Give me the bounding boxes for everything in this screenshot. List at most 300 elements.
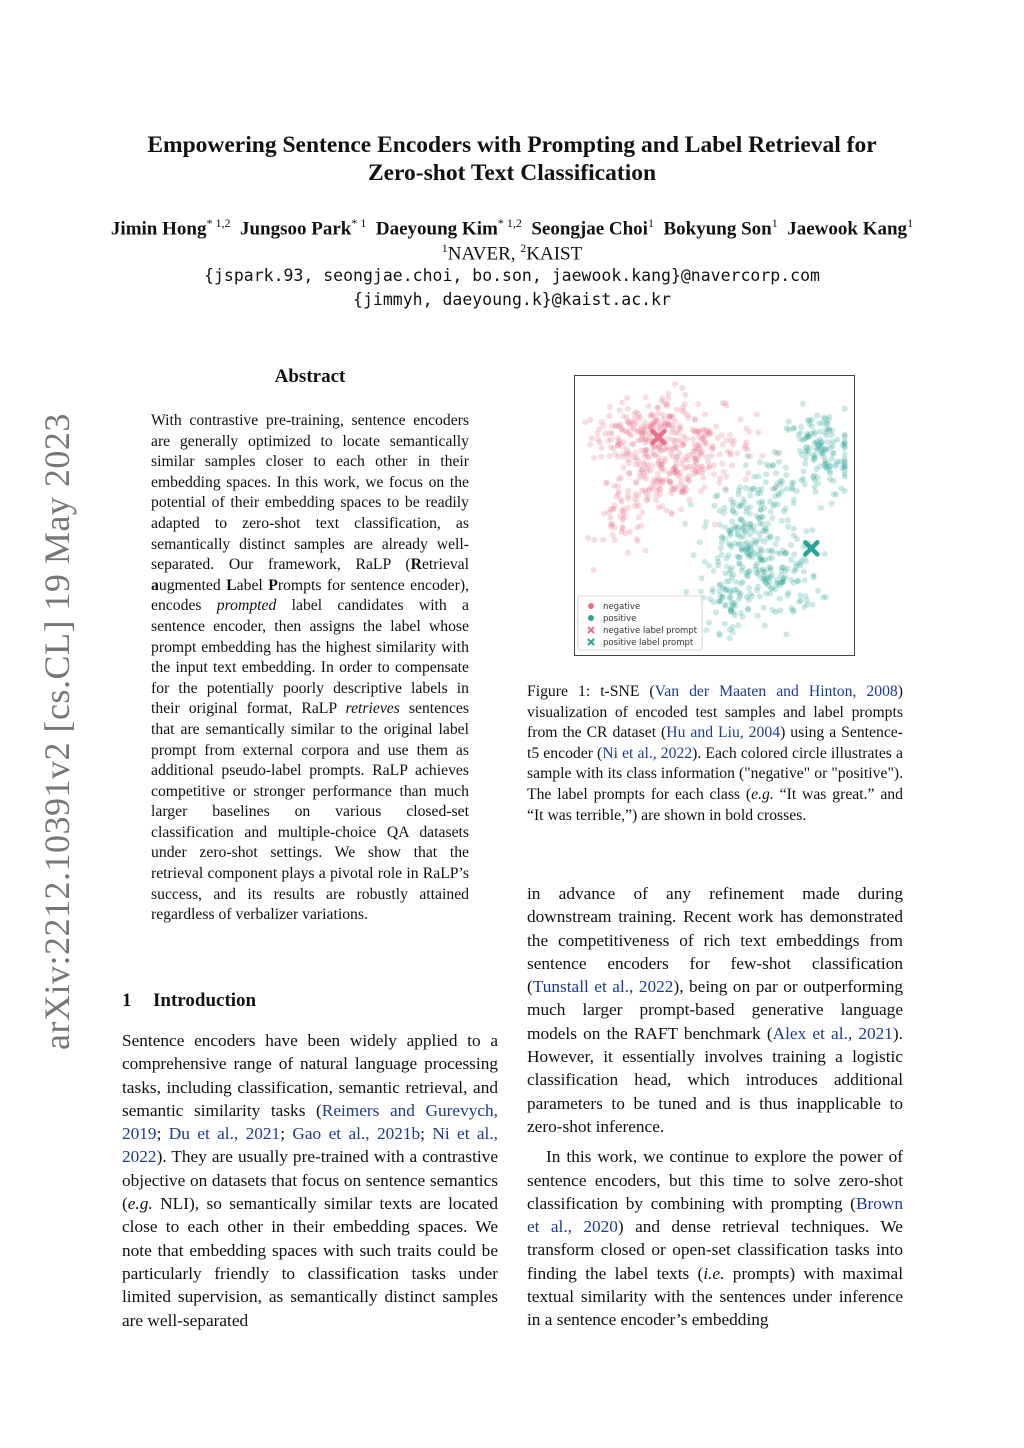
negative-sample-point	[685, 457, 691, 463]
positive-sample-point	[786, 419, 792, 425]
acronym-letter: P	[268, 576, 278, 594]
caption-text: ) using a Sentence-t5 encoder (	[527, 724, 903, 762]
positive-sample-point	[842, 458, 848, 464]
positive-sample-point	[758, 507, 764, 513]
negative-sample-point	[643, 394, 649, 400]
negative-sample-point	[629, 420, 635, 426]
positive-sample-point	[814, 445, 820, 451]
negative-sample-point	[625, 492, 631, 498]
positive-sample-point	[798, 424, 804, 430]
abstract-text: sentences that are semantically similar to the original label prompt from external corpora and use them as additional pseudo-label prompts. RaLP achieves competitive or stronger performance than much larger baselines on various closed-set classification and multiple-choice QA datasets under zero-shot settings. We show that the retrieval component plays a pivotal role in RaLP’s success, and its results are robustly attained regardless of verbalizer variations.	[151, 700, 469, 924]
positive-sample-point	[735, 531, 741, 537]
positive-sample-point	[763, 479, 769, 485]
positive-sample-point	[698, 588, 704, 594]
negative-sample-point	[600, 537, 606, 543]
positive-sample-point	[761, 569, 767, 575]
positive-sample-point	[746, 568, 752, 574]
tsne-scatter-svg	[575, 376, 853, 654]
positive-sample-point	[813, 466, 819, 472]
positive-sample-point	[762, 623, 768, 629]
negative-sample-point	[682, 490, 688, 496]
negative-sample-point	[674, 407, 680, 413]
intro-paragraph-2	[527, 882, 903, 1138]
negative-sample-point	[755, 429, 761, 435]
positive-sample-point	[790, 479, 796, 485]
negative-sample-point	[621, 513, 627, 519]
title-line-1: Empowering Sentence Encoders with Prompting and Label Retrieval for	[147, 132, 877, 158]
negative-sample-point	[639, 466, 645, 472]
negative-sample-point	[595, 431, 601, 437]
negative-sample-point	[620, 465, 626, 471]
chart-legend	[578, 596, 702, 650]
negative-sample-point	[679, 442, 685, 448]
positive-sample-point	[688, 502, 694, 508]
negative-sample-point	[636, 503, 642, 509]
intro-paragraph-3	[527, 1145, 903, 1331]
right-column-body	[527, 882, 903, 1332]
legend-marker-positive	[588, 615, 594, 621]
negative-sample-point	[638, 523, 644, 529]
positive-sample-point	[788, 542, 794, 548]
negative-sample-point	[711, 462, 717, 468]
negative-sample-point	[654, 405, 660, 411]
negative-sample-point	[699, 436, 705, 442]
citation-link[interactable]: Ni et al., 2022	[602, 744, 693, 762]
author-affil-sup: * 1,2	[497, 216, 522, 230]
positive-sample-point	[791, 551, 797, 557]
positive-sample-point	[697, 539, 703, 545]
body-text: ;	[156, 1124, 169, 1144]
negative-sample-point	[645, 403, 651, 409]
negative-sample-point	[709, 443, 715, 449]
negative-sample-point	[670, 437, 676, 443]
positive-sample-point	[723, 487, 729, 493]
positive-sample-point	[778, 579, 784, 585]
negative-sample-point	[655, 471, 661, 477]
positive-sample-point	[810, 602, 816, 608]
negative-sample-point	[662, 420, 668, 426]
positive-sample-point	[736, 622, 742, 628]
positive-sample-point	[794, 578, 800, 584]
legend-label-negative-prompt: negative label prompt	[603, 626, 698, 636]
positive-sample-point	[729, 604, 735, 610]
positive-sample-point	[682, 521, 688, 527]
negative-sample-point	[624, 395, 630, 401]
positive-sample-point	[762, 557, 768, 563]
positive-sample-point	[788, 577, 794, 583]
negative-sample-point	[598, 454, 604, 460]
citation-link[interactable]: Hu and Liu, 2004	[666, 724, 781, 742]
citation-link[interactable]: Tunstall et al., 2022	[532, 977, 674, 997]
negative-sample-point	[607, 404, 613, 410]
citation-link[interactable]: Reimers and Gurevych, 2019	[122, 1100, 498, 1144]
negative-sample-point	[620, 429, 626, 435]
body-text: In this work, we continue to explore the power of sentence encoders, but this time to solve zero-shot classification by combining with prompting (	[527, 1147, 903, 1213]
negative-sample-point	[659, 398, 665, 404]
negative-sample-point	[608, 515, 614, 521]
positive-sample-point	[769, 585, 775, 591]
positive-sample-point	[822, 551, 828, 557]
positive-sample-point	[759, 521, 765, 527]
positive-sample-point	[727, 635, 733, 641]
author-name: Jaewook Kang	[787, 218, 908, 240]
positive-sample-point	[827, 445, 833, 451]
negative-sample-point	[631, 441, 637, 447]
negative-sample-point	[620, 506, 626, 512]
positive-sample-point	[773, 470, 779, 476]
abstract-heading: Abstract	[274, 366, 346, 387]
positive-sample-point	[761, 575, 767, 581]
negative-sample-point	[729, 463, 735, 469]
negative-sample-point	[692, 417, 698, 423]
positive-sample-point	[769, 549, 775, 555]
citation-link[interactable]: Du et al., 2021	[168, 1124, 281, 1144]
positive-sample-point	[776, 450, 782, 456]
author-affil-sup: 1	[647, 216, 654, 230]
positive-sample-point	[777, 596, 783, 602]
negative-sample-point	[585, 535, 591, 541]
negative-sample-point	[657, 476, 663, 482]
positive-sample-point	[827, 414, 833, 420]
positive-sample-point	[782, 506, 788, 512]
negative-sample-point	[616, 476, 622, 482]
positive-sample-point	[722, 524, 728, 530]
abstract-text: etrieval	[421, 556, 469, 574]
positive-sample-point	[719, 552, 725, 558]
body-emphasis: e.g.	[127, 1194, 153, 1214]
positive-sample-point	[842, 488, 848, 494]
body-text: ;	[420, 1124, 433, 1144]
negative-sample-point	[746, 429, 752, 435]
negative-sample-point	[625, 550, 631, 556]
positive-sample-point	[842, 432, 848, 438]
arxiv-identifier: arXiv:2212.10391v2 [cs.CL] 19 May 2023	[37, 413, 77, 1050]
positive-sample-point	[755, 474, 761, 480]
citation-link[interactable]: Alex et al., 2021	[772, 1023, 893, 1043]
positive-sample-point	[829, 501, 835, 507]
positive-sample-point	[809, 423, 815, 429]
caption-text: ) visualization of encoded test samples and label prompts from the CR dataset (	[527, 683, 903, 742]
positive-sample-point	[768, 534, 774, 540]
positive-sample-point	[747, 493, 753, 499]
positive-sample-point	[722, 603, 728, 609]
positive-sample-point	[817, 429, 823, 435]
negative-sample-point	[622, 530, 628, 536]
positive-sample-point	[756, 500, 762, 506]
body-text: ). They are usually pre-trained with a contrastive objective on datasets that focus on sentence semantics (	[122, 1147, 498, 1214]
positive-sample-point	[717, 508, 723, 514]
figure-1-caption	[527, 682, 903, 826]
citation-link[interactable]: Gao et al., 2021b	[292, 1124, 421, 1144]
positive-sample-point	[776, 459, 782, 465]
body-text: ), being on par or outperforming much larger prompt-based generative language models on the RAFT benchmark (	[527, 977, 903, 1043]
citation-link[interactable]: Van der Maaten and Hinton, 2008	[654, 683, 898, 700]
abstract-text: label candidates with a sentence encoder, then assigns the label whose prompt embedding has the highest similarity with the input text embedding. In order to compensate for the potentially poorly descriptive labels in their original format, RaLP	[151, 597, 469, 718]
negative-sample-point	[676, 483, 682, 489]
negative-sample-point	[617, 441, 623, 447]
negative-sample-point	[582, 419, 588, 425]
positive-sample-point	[768, 564, 774, 570]
positive-sample-point	[745, 607, 751, 613]
positive-sample-point	[816, 420, 822, 426]
positive-sample-point	[722, 536, 728, 542]
positive-sample-point	[755, 572, 761, 578]
positive-sample-point	[774, 550, 780, 556]
negative-sample-point	[684, 475, 690, 481]
negative-sample-point	[686, 497, 692, 503]
affil-kaist: KAIST	[526, 243, 583, 265]
abstract-body	[151, 411, 469, 926]
positive-sample-point	[812, 484, 818, 490]
abstract-text: rompts for sentence encoder), encodes	[151, 576, 469, 615]
positive-sample-point	[763, 591, 769, 597]
positive-sample-point	[842, 465, 848, 471]
negative-sample-point	[695, 453, 701, 459]
negative-sample-point	[742, 443, 748, 449]
positive-sample-point	[723, 579, 729, 585]
email-line-1: {jspark.93, seongjae.choi, bo.son, jaewook.kang}@navercorp.com	[204, 266, 820, 285]
positive-sample-point	[715, 559, 721, 565]
negative-sample-point	[690, 436, 696, 442]
positive-sample-point	[747, 524, 753, 530]
positive-sample-point	[720, 585, 726, 591]
positive-sample-point	[842, 471, 848, 477]
author-affil-sup: 1	[771, 216, 778, 230]
negative-sample-point	[709, 453, 715, 459]
positive-sample-point	[826, 463, 832, 469]
positive-sample-point	[820, 594, 826, 600]
positive-sample-point	[783, 472, 789, 478]
negative-sample-point	[704, 454, 710, 460]
negative-sample-point	[642, 437, 648, 443]
positive-sample-point	[785, 517, 791, 523]
negative-sample-point	[589, 435, 595, 441]
body-text: ) and dense retrieval techniques. We transform closed or open-set classification tasks into finding the label texts (	[527, 1217, 903, 1283]
positive-sample-point	[823, 432, 829, 438]
negative-sample-point	[682, 392, 688, 398]
negative-sample-point	[719, 432, 725, 438]
positive-sample-point	[797, 560, 803, 566]
negative-sample-point	[738, 416, 744, 422]
negative-sample-point	[682, 465, 688, 471]
negative-sample-point	[681, 410, 687, 416]
positive-sample-point	[755, 613, 761, 619]
positive-sample-point	[831, 451, 837, 457]
negative-sample-point	[602, 431, 608, 437]
positive-sample-point	[732, 523, 738, 529]
negative-sample-point	[591, 455, 597, 461]
positive-sample-point	[733, 579, 739, 585]
abstract-emphasis: prompted	[216, 597, 277, 615]
negative-sample-point	[694, 442, 700, 448]
positive-sample-point	[811, 574, 817, 580]
positive-sample-point	[803, 528, 809, 534]
citation-link[interactable]: Brown et al., 2020	[527, 1193, 903, 1237]
body-text: prompts) with maximal textual similarity with the sentences under inference in a sentence encoder’s embedding	[527, 1263, 903, 1330]
negative-sample-point	[612, 451, 618, 457]
positive-sample-point	[749, 554, 755, 560]
positive-sample-point	[760, 514, 766, 520]
positive-sample-point	[800, 401, 806, 407]
negative-sample-point	[641, 429, 647, 435]
negative-sample-point	[725, 449, 731, 455]
positive-sample-point	[809, 527, 815, 533]
positive-sample-point	[755, 584, 761, 590]
positive-sample-point	[812, 429, 818, 435]
positive-sample-point	[746, 585, 752, 591]
positive-sample-point	[752, 529, 758, 535]
positive-sample-point	[724, 556, 730, 562]
positive-sample-point	[763, 471, 769, 477]
negative-sample-point	[621, 413, 627, 419]
positive-sample-point	[730, 629, 736, 635]
positive-sample-point	[829, 432, 835, 438]
positive-sample-point	[716, 631, 722, 637]
affil-sup: 1	[441, 241, 448, 255]
positive-sample-point	[829, 456, 835, 462]
negative-sample-point	[636, 514, 642, 520]
negative-sample-point	[695, 465, 701, 471]
positive-sample-point	[818, 505, 824, 511]
negative-sample-point	[632, 454, 638, 460]
positive-sample-point	[704, 627, 710, 633]
positive-sample-point	[710, 589, 716, 595]
positive-sample-point	[744, 453, 750, 459]
positive-sample-point	[789, 485, 795, 491]
negative-sample-point	[719, 461, 725, 467]
negative-sample-point	[610, 507, 616, 513]
positive-sample-point	[720, 593, 726, 599]
positive-sample-point	[768, 509, 774, 515]
positive-sample-point	[820, 415, 826, 421]
positive-sample-point	[747, 591, 753, 597]
negative-sample-point	[669, 510, 675, 516]
negative-sample-point	[643, 476, 649, 482]
positive-sample-point	[753, 539, 759, 545]
positive-sample-point	[702, 559, 708, 565]
negative-sample-point	[633, 409, 639, 415]
negative-sample-point	[587, 417, 593, 423]
positive-sample-point	[780, 565, 786, 571]
negative-sample-point	[674, 454, 680, 460]
positive-sample-point	[742, 529, 748, 535]
negative-sample-point	[731, 438, 737, 444]
positive-sample-point	[766, 463, 772, 469]
positive-sample-point	[775, 536, 781, 542]
negative-sample-point	[754, 411, 760, 417]
positive-sample-point	[797, 448, 803, 454]
positive-sample-point	[814, 412, 820, 418]
positive-sample-point	[832, 463, 838, 469]
negative-sample-point	[658, 466, 664, 472]
negative-sample-point	[700, 475, 706, 481]
intro-paragraph-1	[122, 1029, 498, 1332]
citation-link[interactable]: Ni et al., 2022	[122, 1124, 499, 1167]
negative-sample-point	[677, 474, 683, 480]
author-name: Seongjae Choi	[531, 218, 648, 240]
negative-sample-point	[702, 484, 708, 490]
positive-sample-point	[774, 481, 780, 487]
abstract-text: With contrastive pre-training, sentence encoders are generally optimized to locate semantically similar samples closer to each other in their embedding spaces. In this work, we focus on the potential of their embedding spaces to be readily adapted to zero-shot text classification, as semantically distinct samples are already well-separated. Our framework, RaLP (	[151, 412, 469, 574]
positive-sample-point	[842, 406, 848, 412]
positive-sample-point	[743, 462, 749, 468]
section-heading-introduction	[122, 990, 256, 1012]
positive-sample-point	[783, 631, 789, 637]
negative-sample-point	[611, 483, 617, 489]
positive-sample-point	[716, 598, 722, 604]
positive-sample-point	[803, 559, 809, 565]
negative-sample-point	[713, 423, 719, 429]
negative-sample-point	[644, 498, 650, 504]
author-affil-sup: 1	[907, 216, 914, 230]
positive-sample-point	[801, 604, 807, 610]
negative-sample-point	[587, 442, 593, 448]
positive-sample-point	[780, 548, 786, 554]
negative-sample-point	[679, 385, 685, 391]
negative-sample-point	[643, 447, 649, 453]
positive-sample-point	[786, 590, 792, 596]
positive-sample-point	[773, 541, 779, 547]
negative-sample-point	[699, 469, 705, 475]
legend-label-positive: positive	[603, 614, 637, 624]
negative-sample-point	[612, 423, 618, 429]
positive-sample-point	[784, 486, 790, 492]
positive-sample-point	[717, 522, 723, 528]
negative-sample-point	[656, 458, 662, 464]
negative-sample-point	[727, 432, 733, 438]
positive-sample-point	[819, 451, 825, 457]
positive-sample-point	[788, 557, 794, 563]
section-title: Introduction	[153, 990, 257, 1011]
negative-sample-point	[760, 453, 766, 459]
positive-sample-point	[757, 594, 763, 600]
negative-sample-point	[591, 567, 597, 573]
positive-sample-point	[703, 519, 709, 525]
negative-sample-point	[685, 415, 691, 421]
positive-sample-point	[735, 542, 741, 548]
positive-sample-point	[765, 521, 771, 527]
author-list	[40, 216, 984, 240]
negative-sample-point	[617, 407, 623, 413]
negative-sample-point	[655, 411, 661, 417]
positive-sample-point	[738, 516, 744, 522]
negative-sample-point	[626, 470, 632, 476]
negative-sample-point	[707, 429, 713, 435]
negative-sample-point	[606, 453, 612, 459]
positive-sample-point	[805, 451, 811, 457]
positive-sample-point	[738, 610, 744, 616]
abstract-emphasis: retrieves	[345, 700, 400, 718]
negative-sample-point	[656, 505, 662, 511]
positive-sample-point	[842, 451, 848, 457]
negative-sample-point	[717, 451, 723, 457]
negative-sample-point	[600, 423, 606, 429]
negative-sample-point	[673, 459, 679, 465]
positive-sample-point	[797, 592, 803, 598]
positive-sample-point	[831, 491, 837, 497]
positive-sample-point	[691, 552, 697, 558]
positive-sample-point	[815, 588, 821, 594]
abstract-text: ugmented	[158, 576, 227, 594]
positive-sample-point	[790, 609, 796, 615]
negative-sample-point	[599, 445, 605, 451]
negative-sample-point	[723, 474, 729, 480]
positive-sample-point	[783, 465, 789, 471]
positive-sample-point	[811, 473, 817, 479]
positive-sample-point	[794, 536, 800, 542]
negative-sample-point	[654, 418, 660, 424]
positive-sample-point	[786, 427, 792, 433]
